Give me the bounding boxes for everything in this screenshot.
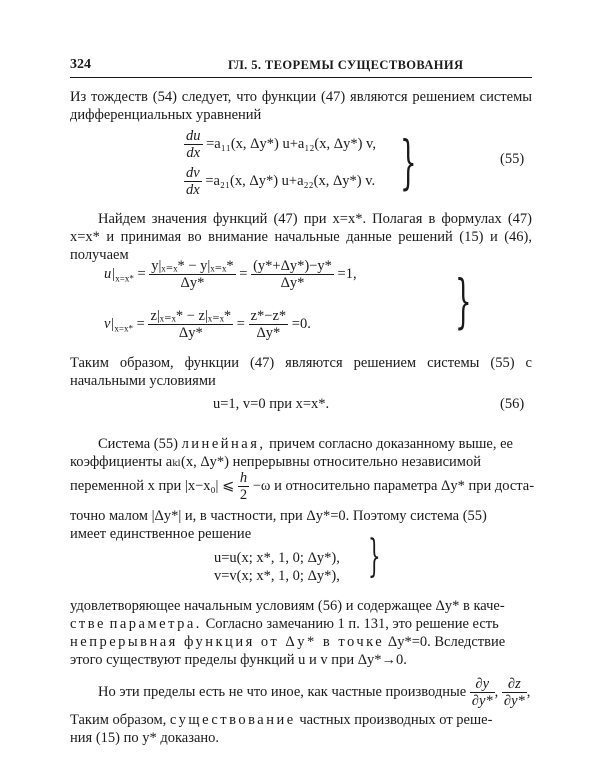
para4-line1 [98, 436, 513, 453]
eq-v-tail: =0. [291, 315, 311, 332]
intro-paragraph: Из тождеств (54) следует, что функции (47) являются решением системы дифференциальных уравнений [70, 89, 532, 123]
para5-line1: удовлетворяющее начальным условиям (56) и содержащее Δy* в каче- [70, 598, 505, 614]
para6-f2-den: ∂y* [503, 693, 525, 709]
eq55-line2-denominator: dx [186, 182, 200, 198]
para4-l1a: Система (55) [98, 436, 178, 452]
solution-brace: } [368, 531, 381, 582]
para6-sep: , [494, 683, 499, 700]
equation-u-value [104, 258, 357, 291]
para6-line1 [98, 676, 530, 709]
eq-u-eq2: = [239, 265, 248, 282]
para6-f1-num: ∂y [470, 676, 495, 693]
eq55-line1-rhs: =a₁₁(x, Δy*) u+a₁₂(x, Δy*) v, [206, 135, 376, 152]
eq-u-eq1: = [137, 265, 146, 282]
eq-v-eq2: = [236, 315, 245, 332]
para4-l3b: −ω и относительно параметра Δy* при доста- [252, 477, 535, 494]
para5-l2c: Согласно замечанию 1 п. 131, это решение есть [205, 616, 499, 632]
para4-l3a: переменной x при |x−x₀| ⩽ [70, 477, 235, 494]
page-header [70, 57, 532, 75]
eq55-line2-rhs: =a₂₁(x, Δy*) u+a₂₂(x, Δy*) v. [205, 172, 376, 189]
eq-v-lhs: v| [104, 315, 115, 332]
eq-v-frac1-den: Δy* [178, 325, 203, 341]
para6-l1a: Но эти пределы есть не что иное, как частные производные [98, 683, 467, 700]
para6-line2 [70, 712, 492, 729]
eq-u-frac1-den: Δy* [180, 275, 205, 291]
running-title: ГЛ. 5. ТЕОРЕМЫ СУЩЕСТВОВАНИЯ [228, 58, 464, 72]
paragraph-find-values: Найдем значения функций (47) при x=x*. Полагая в формулах (47) x=x* и принимая во внимание начальные данные решений (15) и (46), получаем [70, 211, 532, 263]
eq55-brace: } [400, 128, 417, 196]
equation-55-line2 [184, 165, 375, 198]
solution-line1: u=u(x; x*, 1, 0; Δy*), [214, 550, 340, 566]
eq-u-frac2-num: (y*+Δy*)−y* [253, 258, 332, 274]
para5-line4: этого существуют пределы функций u и v при Δy*→0. [70, 652, 407, 668]
para5-l3a: непрерывная функция от Δy* в точке [70, 634, 385, 650]
solution-line2: v=v(x; x*, 1, 0; Δy*), [214, 568, 340, 584]
para6-f1-den: ∂y* [471, 693, 493, 709]
equation-v-value [104, 308, 311, 341]
eq55-line1-numerator: du [186, 128, 201, 144]
para4-line3 [70, 470, 534, 503]
para6-l2a: Таким образом, [70, 712, 167, 728]
eq-v-frac2-den: Δy* [256, 325, 281, 341]
para5-l3b: Δy*=0. Вследствие [387, 634, 506, 650]
para5-l2b: параметра. [109, 616, 202, 632]
paragraph-thus: Таким образом, функции (47) являются решением системы (55) с начальными условиями [70, 355, 532, 389]
para5-line3 [70, 634, 505, 651]
eq-v-lhs-sub: x=x* [114, 323, 133, 334]
eq55-label: (55) [500, 151, 525, 167]
eq-v-frac2-num: z*−z* [250, 308, 287, 324]
para6-l2b: существование [169, 712, 296, 728]
para4-line2: коэффициенты aₖₗ(x, Δy*) непрерывны относительно независимой [70, 454, 481, 470]
eq-u-lhs: u| [104, 265, 116, 282]
eq-v-eq1: = [136, 315, 145, 332]
eq55-line1-denominator: dx [186, 145, 201, 161]
header-rule [70, 77, 532, 78]
eq-u-lhs-sub: x=x* [115, 273, 134, 284]
eq56-label: (56) [500, 396, 525, 412]
equation-55-line1 [184, 128, 376, 161]
para4-line5: имеет единственное решение [70, 526, 252, 542]
page-number: 324 [70, 57, 91, 72]
para4-l1b: линейная, [181, 436, 266, 452]
para6-line3: ния (15) по y* доказано. [70, 730, 220, 746]
eq-u-frac1-num: y|ₓ₌ₓ* − y|ₓ₌ₓ* [151, 258, 234, 274]
uv-brace: } [455, 267, 472, 335]
para4-line4: точно малом |Δy*| и, в частности, при Δy*=0. Поэтому система (55) [70, 508, 487, 524]
eq-u-frac2-den: Δy* [280, 275, 305, 291]
para6-f2-num: ∂z [502, 676, 527, 693]
para4-frac-den: 2 [239, 487, 248, 503]
para5-line2 [70, 616, 499, 633]
para6-l2c: частных производных от реше- [299, 712, 493, 728]
eq-v-frac1-num: z|ₓ₌ₓ* − z|ₓ₌ₓ* [150, 308, 232, 324]
para6-l1b: , [526, 683, 531, 700]
para4-frac-num: h [239, 470, 248, 486]
eq-u-tail: =1, [337, 265, 357, 282]
equation-56: u=1, v=0 при x=x*. [213, 396, 330, 412]
para4-l1c: причем согласно доказанному выше, ее [269, 436, 513, 452]
eq55-line2-numerator: dv [186, 165, 200, 181]
para5-l2a: стве [70, 616, 106, 632]
